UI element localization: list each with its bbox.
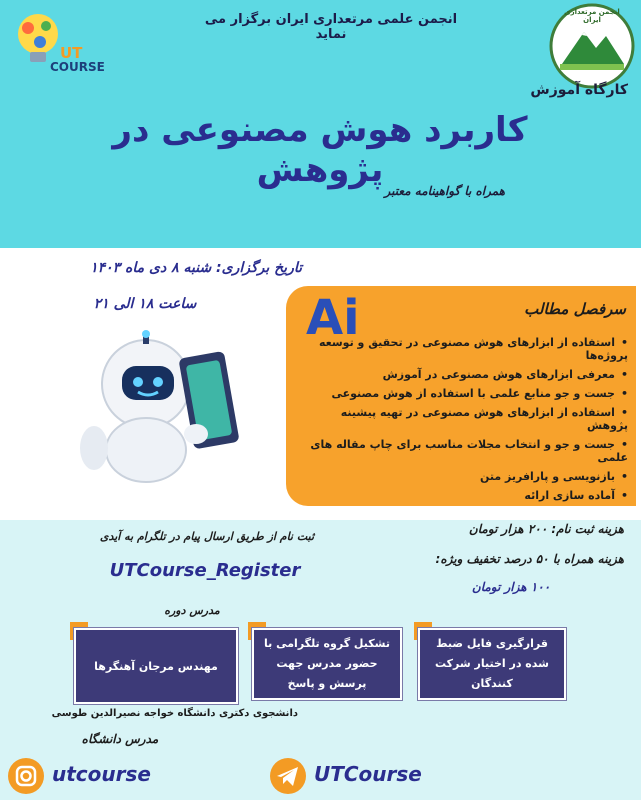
- fee-line: هزینه ثبت نام: ۲۰۰ هزار تومان: [468, 522, 624, 536]
- workshop-kicker: کارگاه آموزش: [530, 82, 628, 98]
- logo-ut-text: UT: [60, 44, 83, 62]
- event-date: تاریخ برگزاری: شنبه ۸ دی ماه ۱۴۰۳: [90, 260, 302, 276]
- feature-card-telegram-group: [252, 628, 402, 700]
- org-seal: [548, 2, 636, 90]
- telegram-handle: UTCourse: [314, 762, 422, 786]
- instructor-affiliation: دانشجوی دکتری دانشگاه خواجه نصیرالدین طوسی: [51, 708, 298, 719]
- ut-course-logo: [6, 8, 106, 74]
- syllabus-list: [296, 330, 628, 508]
- telegram-id[interactable]: UTCourse_Register: [109, 560, 301, 581]
- syllabus-item: • جست و جو منابع علمی با استفاده از هوش مصنوعی: [296, 387, 628, 400]
- robot-illustration: [50, 330, 250, 490]
- syllabus-heading: سرفصل مطالب: [524, 300, 626, 318]
- certificate-note: همراه با گواهینامه معتبر: [384, 184, 505, 198]
- instructor-role: مدرس دانشگاه: [81, 732, 159, 746]
- ai-label: Ai: [306, 290, 360, 346]
- seal-text: انجمن مرتعداری ایران: [564, 8, 620, 24]
- syllabus-item: • استفاده از ابزارهای هوش مصنوعی در تحقیق و توسعه پروژه‌ها: [296, 336, 628, 362]
- instagram-link[interactable]: [6, 756, 166, 796]
- syllabus-item: • معرفی ابزارهای هوش مصنوعی در آموزش: [296, 368, 628, 381]
- syllabus-item: • بازنویسی و پارافریز متن: [296, 470, 628, 483]
- telegram-icon: [268, 756, 308, 796]
- feature-card-recording: [418, 628, 566, 700]
- logo-course-text: COURSE: [50, 60, 105, 74]
- telegram-link[interactable]: [268, 756, 438, 796]
- event-time: ساعت ۱۸ الی ۲۱: [93, 296, 197, 312]
- instagram-icon: [6, 756, 46, 796]
- registration-note: ثبت نام از طریق ارسال پیام در تلگرام به آیدی: [99, 530, 314, 543]
- feature-text: قرارگیری فایل ضبط شده در اختیار شرکت کنندگان: [435, 637, 549, 690]
- instructor-card: [74, 628, 238, 704]
- discount-line: هزینه همراه با ۵۰ درصد تخفیف ویژه:: [435, 552, 624, 566]
- feature-text: تشکیل گروه تلگرامی با حضور مدرس جهت پرسش و پاسخ: [264, 637, 390, 690]
- syllabus-item: • استفاده از ابزارهای هوش مصنوعی در تهیه پیشینه پژوهش: [296, 406, 628, 432]
- instructor-name: مهندس مرجان آهنگرها: [94, 659, 218, 673]
- syllabus-item: • آماده سازی ارائه: [296, 489, 628, 502]
- discount-amount: ۱۰۰ هزار تومان: [471, 580, 551, 594]
- organizer-line: انجمن علمی مرتعداری ایران برگزار می نماید: [204, 12, 458, 42]
- instructor-label: مدرس دوره: [164, 604, 220, 617]
- syllabus-item: • جست و جو و انتخاب مجلات مناسب برای چاپ مقاله های علمی: [296, 438, 628, 464]
- instagram-handle: utcourse: [52, 762, 151, 786]
- workshop-title: کاربرد هوش مصنوعی در پژوهش: [112, 110, 528, 190]
